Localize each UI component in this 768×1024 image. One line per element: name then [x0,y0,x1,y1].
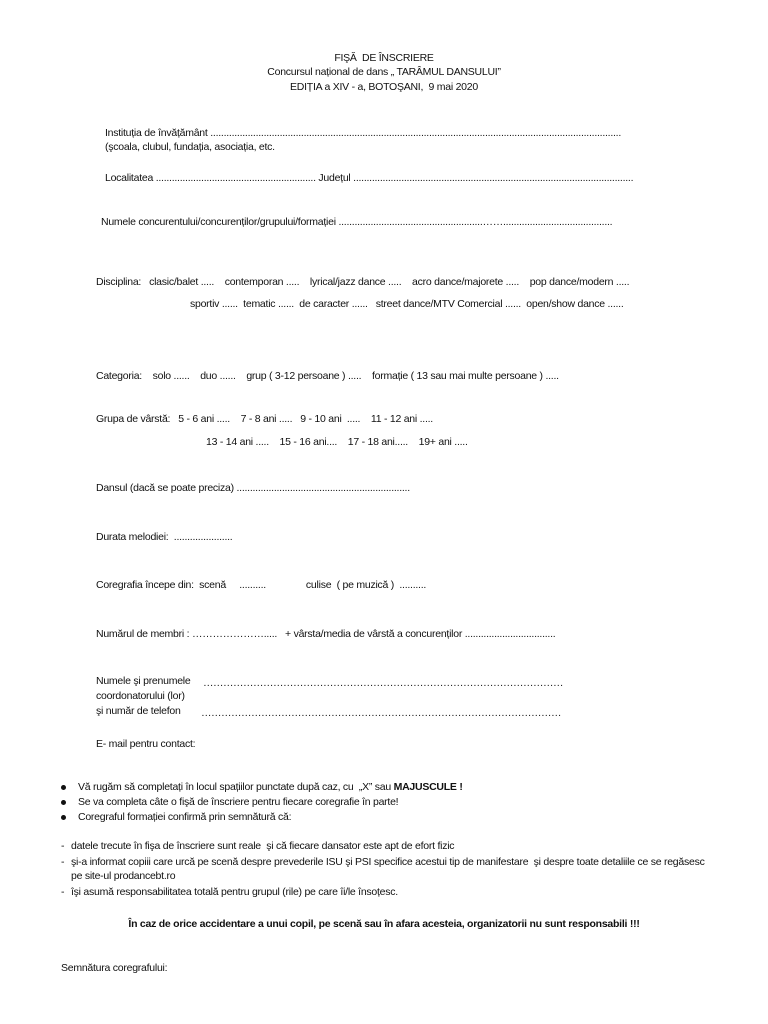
confirmation-item-1: datele trecute în fişa de înscriere sunt reale şi că fiecare dansator este apt de efort fizic [71,840,455,852]
dance-name-field[interactable]: Dansul (dacă se poate preciza) ................................................................. [96,482,410,494]
institution-field[interactable]: Instituția de învățământ .......................................................................................................................................................... [105,127,621,139]
bullet-icon [61,800,66,805]
confirmation-item-3: îşi asumă responsabilitatea totală pentru grupul (rile) pe care îi/le însoțesc. [71,886,398,898]
choreographer-signature-field[interactable]: Semnătura coregrafului: [61,962,168,974]
instruction-bullet-3: Coregraful formației confirmă prin semnătură că: [78,811,292,823]
instruction-bullet-1-emphasis: MAJUSCULE ! [393,781,463,793]
bullet-icon [61,785,66,790]
form-subtitle: Concursul național de dans „ TARÂMUL DANSULUI” [267,66,501,78]
choreography-start-field[interactable]: Coregrafia începe din: scenă .......... culise ( pe muzică ) .......... [96,579,427,591]
contact-email-field[interactable]: E- mail pentru contact: [96,738,196,750]
institution-note: (şcoala, clubul, fundația, asociația, etc. [105,141,275,153]
age-group-row-1[interactable]: Grupa de vârstă: 5 - 6 ani ..... 7 - 8 ani ..... 9 - 10 ani ..... 11 - 12 ani ..... [96,413,433,425]
coordinator-label-line-2: coordonatorului (lor) [96,690,185,702]
confirmation-item-2-continuation: pe site-ul prodancebt.ro [71,870,176,882]
song-duration-field[interactable]: Durata melodiei: ...................... [96,531,233,543]
dash-icon: - [61,886,65,898]
coordinator-label-line-3: şi număr de telefon [96,705,181,717]
dash-icon: - [61,856,65,868]
category-options[interactable]: Categoria: solo ...... duo ...... grup ( 3-12 persoane ) ..... formație ( 13 sau mai multe persoane ) ..... [96,370,559,382]
coordinator-name-field[interactable]: ……………………………………………………………………………………………… [203,677,563,689]
instruction-bullet-1-text: Vă rugăm să completați în locul spațiilor punctate după caz, cu „X” sau [78,781,394,793]
instruction-bullet-2: Se va completa câte o fişă de înscriere pentru fiecare coregrafie în parte! [78,796,399,808]
bullet-icon [61,815,66,820]
locality-county-field[interactable]: Localitatea ............................................................ Județul ......................................................................................................... [105,172,634,184]
form-edition: EDIȚIA a XIV - a, BOTOŞANI, 9 mai 2020 [290,81,478,93]
members-age-field[interactable]: Numărul de membri : …………………..... + vârsta/media de vârstă a concurenților .................................. [96,628,556,640]
age-group-row-2[interactable]: 13 - 14 ani ..... 15 - 16 ani.... 17 - 18 ani..... 19+ ani ..... [206,436,468,448]
form-title: FIŞĂ DE ÎNSCRIERE [334,52,434,64]
coordinator-phone-field[interactable]: ……………………………………………………………………………………………… [201,707,561,719]
dash-icon: - [61,840,65,852]
confirmation-item-2: şi-a informat copiii care urcă pe scenă despre prevederile ISU şi PSI specifice acestui tip de manifestare şi despre toate detaliile ce se regăsesc [71,856,705,868]
coordinator-label-line-1: Numele şi prenumele [96,675,191,687]
instruction-bullet-1 [78,781,463,794]
discipline-options-row-2[interactable]: sportiv ...... tematic ...... de caracter ...... street dance/MTV Comercial ...... open/show dance ...... [190,298,624,310]
liability-warning: În caz de orice accidentare a unui copil, pe scenă sau în afara acesteia, organizatorii nu sunt responsabili !!! [128,918,640,930]
discipline-options-row-1[interactable]: Disciplina: clasic/balet ..... contemporan ..... lyrical/jazz dance ..... acro dance/majorete ..... pop dance/modern ..... [96,276,630,288]
contestant-names-field[interactable]: Numele concurentului/concurenților/grupului/formației ......................................................……......................................... [101,216,613,228]
